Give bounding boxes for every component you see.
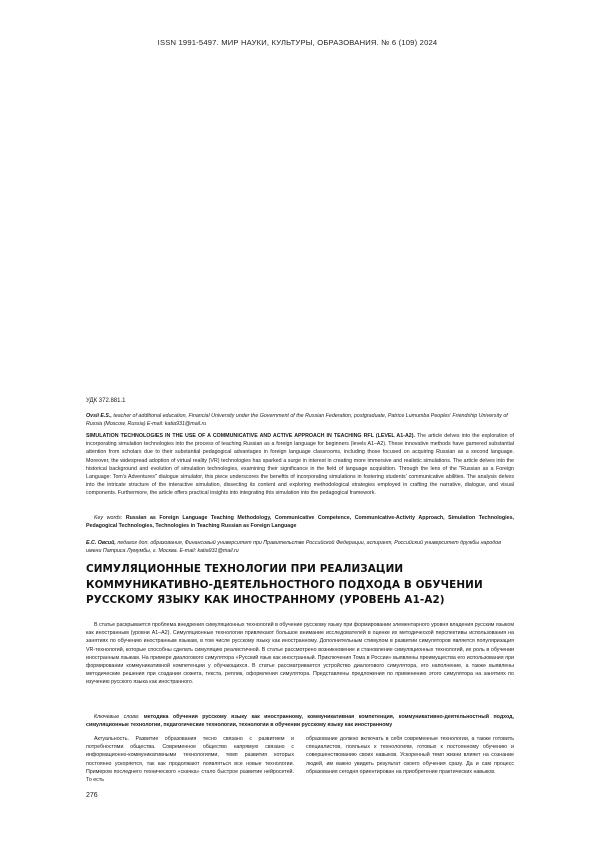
- body-column-right: образование должно включать в себя современные технологии, а также готовить специалистов, лояльных к технологиям, готовых к постоянному обучению и совершенствованию своих навыков. Ускоренный темп жизни влияет на сознание людей, им важно увидеть результат своего обучения сразу. Да и сам процесс образования сегодня ориентирован на приобретение практических навыков.: [306, 736, 514, 775]
- author-affiliation-en: teacher of additional education, Financial University under the Government of the Russian Federation, postgraduate, Patrice Lumumba Peoples' Friendship University of Russia (Moscow, Russia) E-mail: katia931@mail.ru: [86, 413, 508, 428]
- abstract-text-en: The article delves into the exploration of incorporating simulation technologies into the process of teaching Russian as a foreign language for beginners (levels A1–A2). These innovative methods have garnered substantial attention from scholars due to their substantial pedagogical advantages in foreign language classrooms, including those focused on acquiring Russian as a second language. Moreover, the widespread adoption of virtual reality (VR) technologies has sparked a surge in interest in creating more immersive and realistic simulations. The article delves into the historical background and evolution of simulation technologies, examining their significance in the field of language acquisition. Through the lens of the "Russian as a Foreign Language: Tom's Adventures" dialogue simulator, this piece underscores the benefits of incorporating simulations in fostering students' communicative abilities. The analysis delves into the intricate structure of the interactive simulation, dissecting its content and exploring methodological strategies employed in crafting the narrative, dialogue, and visual components. Furthermore, the article offers practical insights into integrating this simulation into the pedagogical framework.: [86, 433, 514, 497]
- keywords-label-en: Key words:: [94, 515, 123, 521]
- body-column-left: Актуальность. Развитие образования тесно связано с развитием и потребностями общества. Современное общество напрямую связано с информационно-коммуникативными технологиями, темп развития которых постоянно ускоряется, так как продолжают появляться все новые технологии. Примером последнего технического «скачка» стало быстрое развитие нейросетей. То есть: [86, 736, 294, 784]
- keywords-en: [86, 514, 514, 530]
- udk-code: УДК 372.881.1: [86, 398, 126, 404]
- journal-header: ISSN 1991-5497. МИР НАУКИ, КУЛЬТУРЫ, ОБРАЗОВАНИЯ. № 6 (109) 2024: [157, 38, 438, 47]
- author-info-en: [86, 412, 514, 428]
- page-number: 276: [86, 792, 98, 799]
- keywords-text-ru: методика обучения русскому языку как иностранному, коммуникативная компетенция, коммуникативно-деятельностный подход, симуляционные технологии, педагогические технологии, технологии в обучении русскому языку как иностранному: [86, 714, 514, 729]
- author-affiliation-ru: педагог доп. образования, Финансовый университет при Правительстве Российской Федерации, аспирант, Российский университет дружбы народов имени Патриса Лумумбы, г. Москва. E-mail: katia931@mail.ru: [86, 540, 501, 555]
- author-name-ru: Е.С. Овсий,: [86, 540, 116, 546]
- author-name-en: Ovsii E.S.,: [86, 413, 112, 419]
- abstract-en: [86, 432, 514, 498]
- keywords-ru: [86, 713, 514, 729]
- keywords-label-ru: Ключевые слова:: [94, 714, 140, 720]
- article-title-en: SIMULATION TECHNOLOGIES IN THE USE OF A COMMUNICATIVE AND ACTIVE APPROACH IN TEACHING RFL (LEVEL A1-A2).: [86, 433, 415, 439]
- keywords-text-en: Russian as Foreign Language Teaching Methodology, Communicative Competence, Communicative-Activity Approach, Simulation Technologies, Pedagogical Technologies, Technologies in Teaching Russian as Foreign Language: [86, 515, 514, 530]
- article-title-ru: СИМУЛЯЦИОННЫЕ ТЕХНОЛОГИИ ПРИ РЕАЛИЗАЦИИ КОММУНИКАТИВНО-ДЕЯТЕЛЬНОСТНОГО ПОДХОДА В ОБУЧЕНИИ РУССКОМУ ЯЗЫКУ КАК ИНОСТРАННОМУ (УРОВЕНЬ А1-А2): [86, 563, 483, 606]
- abstract-ru: В статье раскрывается проблема внедрения симуляционных технологий в обучение русскому языку при формировании элементарного уровня владения русским языком как иностранным (уровни А1–А2). Симуляционные технологии привлекают большое внимание исследователей в оценке их методической перспективы использования на занятиях по обучению иностранным языкам, в том числе русскому языку как иностранному. Дополнительным стимулом в развитии симуляторов является популяризация VR-технологий, которые способны сделать симуляцию реалистичной. В статье рассмотрено возникновение и становление симуляционных технологий, их роль в обучении иностранным языкам. На примере диалогового симулятора «Русский язык как иностранный. Приключения Тома в России» выявлены преимущества его использования при формировании коммуникативной компетенции у обучающихся. В статье рассматривается устройство диалогового симулятора, его наполнение, а также выявлены методические решения при создании сюжета, текста, реплик, оформления симулятора. Представлены предложения по применению этого симулятора на занятиях по изучению русского языка как иностранного.: [86, 622, 514, 686]
- author-info-ru: [86, 539, 514, 555]
